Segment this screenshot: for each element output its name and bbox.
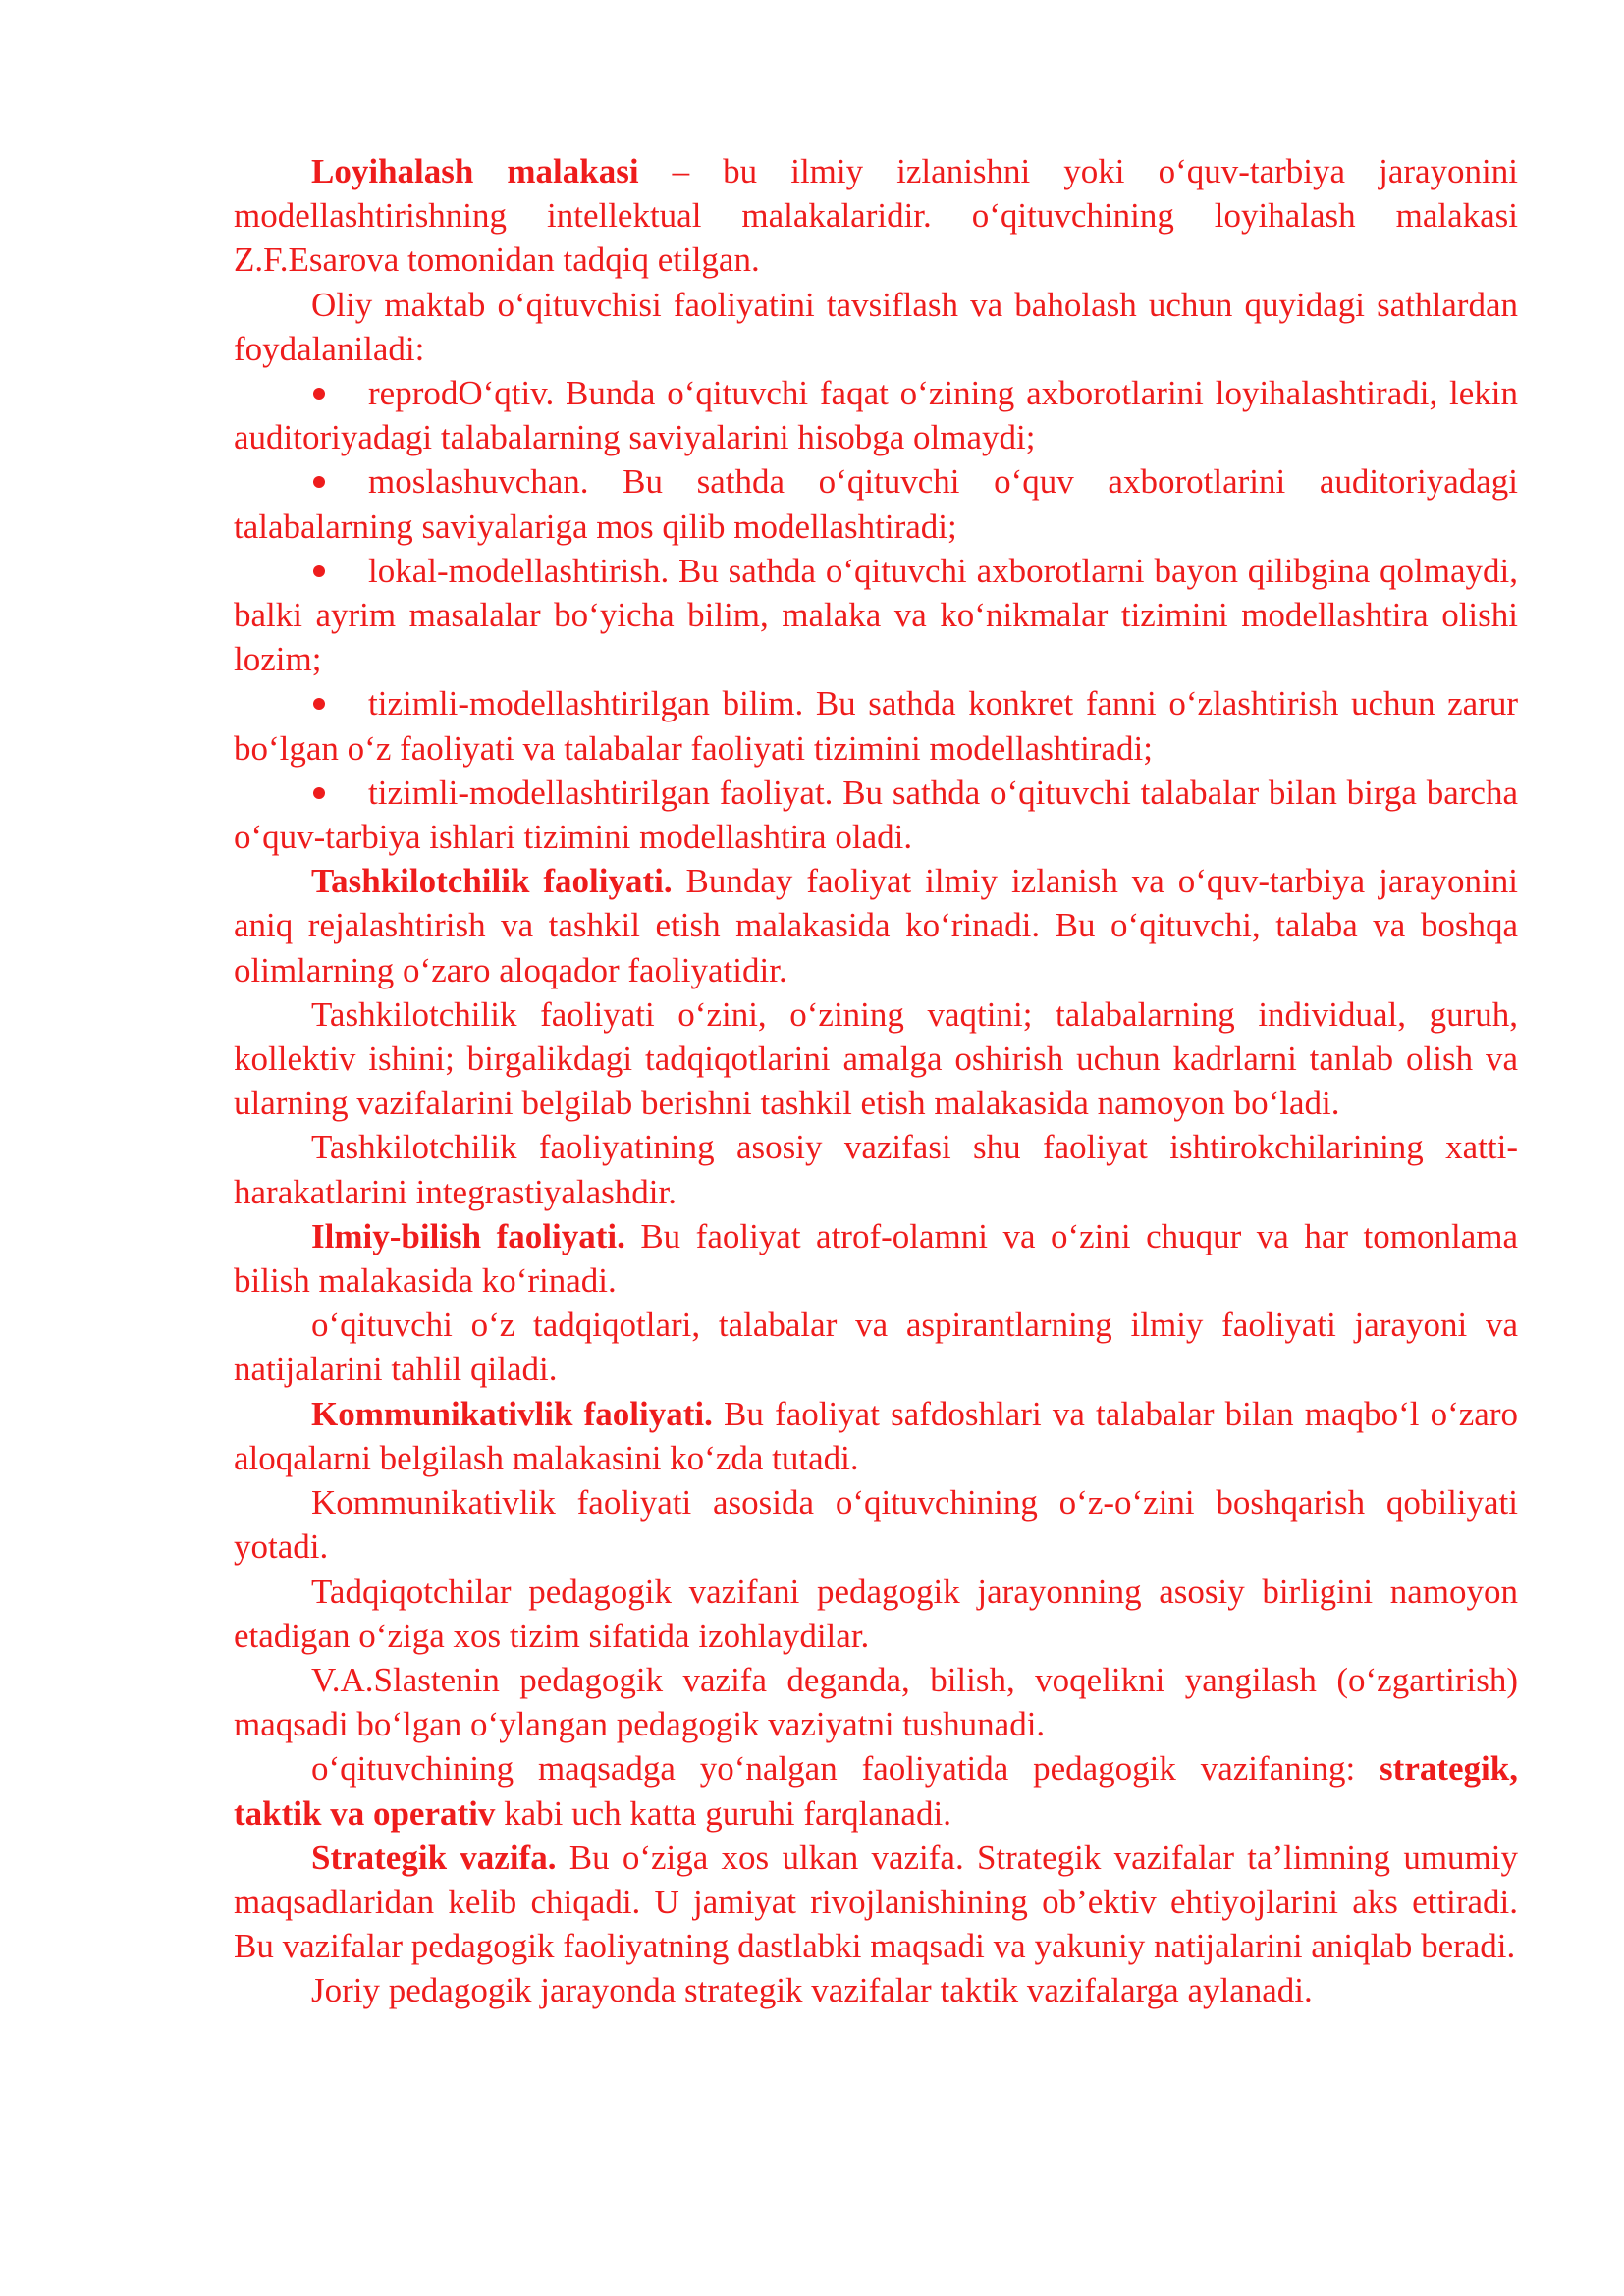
paragraph-vazifa-groups: [234, 1746, 1518, 1835]
bullet-text: moslashuvchan. Bu sathda o‘qituvchi o‘quv axborotlarini auditoriyadagi talabalarning saviyalariga mos qilib modellashtiradi;: [234, 462, 1518, 546]
paragraph-text-block: [234, 1125, 1518, 1213]
paragraph-text: kabi uch katta guruhi farqlanadi.: [495, 1793, 951, 1833]
document-page: [234, 149, 1518, 2013]
paragraph-text-block: [234, 1968, 1518, 2012]
paragraph-text: o‘qituvchi o‘z tadqiqotlari, talabalar va aspirantlarning ilmiy faoliyati jarayoni va natijalarini tahlil qiladi.: [234, 1306, 1518, 1389]
term-heading: Ilmiy-bilish faoliyati.: [311, 1216, 625, 1255]
bullet-text: reprodO‘qtiv. Bunda o‘qituvchi faqat o‘zining axborotlarini loyihalashtiradi, lekin auditoriyadagi talabalarning saviyalarini hisobga olmaydi;: [234, 374, 1518, 457]
paragraph-text: Bu o‘ziga xos ulkan vazifa. Strategik vazifalar ta’limning umumiy maqsadlaridan kelib chiqadi. U jamiyat rivojlanishining ob’ektiv ehtiyojlarini aks ettiradi. Bu vazifalar pedagogik faoliyatning dastlabki maqsadi va yakuniy natijalarini aniqlab beradi.: [234, 1838, 1518, 1966]
bullet-text: tizimli-modellashtirilgan faoliyat. Bu sathda o‘qituvchi talabalar bilan birga barcha o‘quv-tarbiya ishlari tizimini modellashtira oladi.: [234, 773, 1518, 857]
bullet-item: [234, 459, 1518, 548]
paragraph-text-block: [234, 1303, 1518, 1391]
paragraph-text: Bunday faoliyat ilmiy izlanish va o‘quv-tarbiya jarayonini aniq rejalashtirish va tashkil etish malakasida ko‘rinadi. Bu o‘qituvchi, talaba va boshqa olimlarning o‘zaro aloqador faoliyatidir.: [234, 862, 1518, 989]
bullet-icon: [311, 549, 368, 593]
paragraph-text: o‘qituvchining maqsadga yo‘nalgan faoliyatida pedagogik vazifaning:: [311, 1749, 1380, 1789]
paragraph-text: Tashkilotchilik faoliyatining asosiy vazifasi shu faoliyat ishtirokchilarining xatti-harakatlarini integrastiyalashdir.: [234, 1128, 1518, 1211]
paragraph-text: Tashkilotchilik faoliyati o‘zini, o‘zining vaqtini; talabalarning individual, guruh, kollektiv ishini; birgalikdagi tadqiqotlarini amalga oshirish uchun kadrlarni tanlab olish va ularning vazifalarini belgilab berishni tashkil etish malakasida namoyon bo‘ladi.: [234, 994, 1518, 1123]
bullet-item: [234, 371, 1518, 459]
paragraph-text-block: [234, 1480, 1518, 1569]
paragraph-text-block: [234, 1658, 1518, 1746]
bold-phrase: strategik, taktik va operativ: [234, 1749, 1518, 1833]
paragraph-text: Tadqiqotchilar pedagogik vazifani pedagogik jarayonning asosiy birligini namoyon etadigan o‘ziga xos tizim sifatida izohlaydilar.: [234, 1572, 1518, 1655]
paragraph-loyihalash: [234, 149, 1518, 283]
paragraph-text: – bu ilmiy izlanishni yoki o‘quv-tarbiya jarayonini modellashtirishning intellektual malakalaridir. o‘qituvchining loyihalash malakasi Z.F.Esarova tomonidan tadqiq etilgan.: [234, 152, 1518, 280]
paragraph-text: Oliy maktab o‘qituvchisi faoliyatini tavsiflash va baholash uchun quyidagi sathlardan foydalaniladi:: [234, 285, 1518, 368]
paragraph-intro-levels: [234, 283, 1518, 371]
paragraph-strategik: [234, 1836, 1518, 1969]
bullet-item: [234, 771, 1518, 859]
paragraph-text: Kommunikativlik faoliyati asosida o‘qituvchining o‘z-o‘zini boshqarish qobiliyati yotadi.: [234, 1483, 1518, 1567]
bullet-icon: [311, 771, 368, 815]
bullet-icon: [311, 371, 368, 415]
paragraph-text: Bu faoliyat safdoshlari va talabalar bilan maqbo‘l o‘zaro aloqalarni belgilash malakasini ko‘zda tutadi.: [234, 1394, 1518, 1477]
term-heading: Kommunikativlik faoliyati.: [311, 1394, 713, 1433]
paragraph-tashkilotchilik: [234, 859, 1518, 992]
bullet-item: [234, 681, 1518, 770]
paragraph-text-block: [234, 992, 1518, 1126]
paragraph-text: Bu faoliyat atrof-olamni va o‘zini chuqur va har tomonlama bilish malakasida ko‘rinadi.: [234, 1216, 1518, 1301]
term-heading: Strategik vazifa.: [311, 1838, 557, 1877]
bullet-item: [234, 549, 1518, 682]
term-heading: Tashkilotchilik faoliyati.: [311, 862, 673, 901]
term-heading: Loyihalash malakasi: [311, 152, 639, 190]
bullet-icon: [311, 681, 368, 725]
paragraph-text: Joriy pedagogik jarayonda strategik vazifalar taktik vazifalarga aylanadi.: [311, 1971, 1313, 2010]
paragraph-text: V.A.Slastenin pedagogik vazifa deganda, bilish, voqelikni yangilash (o‘zgartirish) maqsadi bo‘lgan o‘ylangan pedagogik vaziyatni tushunadi.: [234, 1660, 1518, 1744]
paragraph-kommunikativlik: [234, 1392, 1518, 1480]
bullet-icon: [311, 459, 368, 504]
bullet-text: tizimli-modellashtirilgan bilim. Bu sathda konkret fanni o‘zlashtirish uchun zarur bo‘lgan o‘z faoliyati va talabalar faoliyati tizimini modellashtiradi;: [234, 684, 1518, 768]
paragraph-ilmiy-bilish: [234, 1214, 1518, 1303]
paragraph-text-block: [234, 1570, 1518, 1658]
bullet-text: lokal-modellashtirish. Bu sathda o‘qituvchi axborotlarni bayon qilibgina qolmaydi, balki ayrim masalalar bo‘yicha bilim, malaka va ko‘nikmalar tizimini modellashtira olishi lozim;: [234, 551, 1518, 679]
